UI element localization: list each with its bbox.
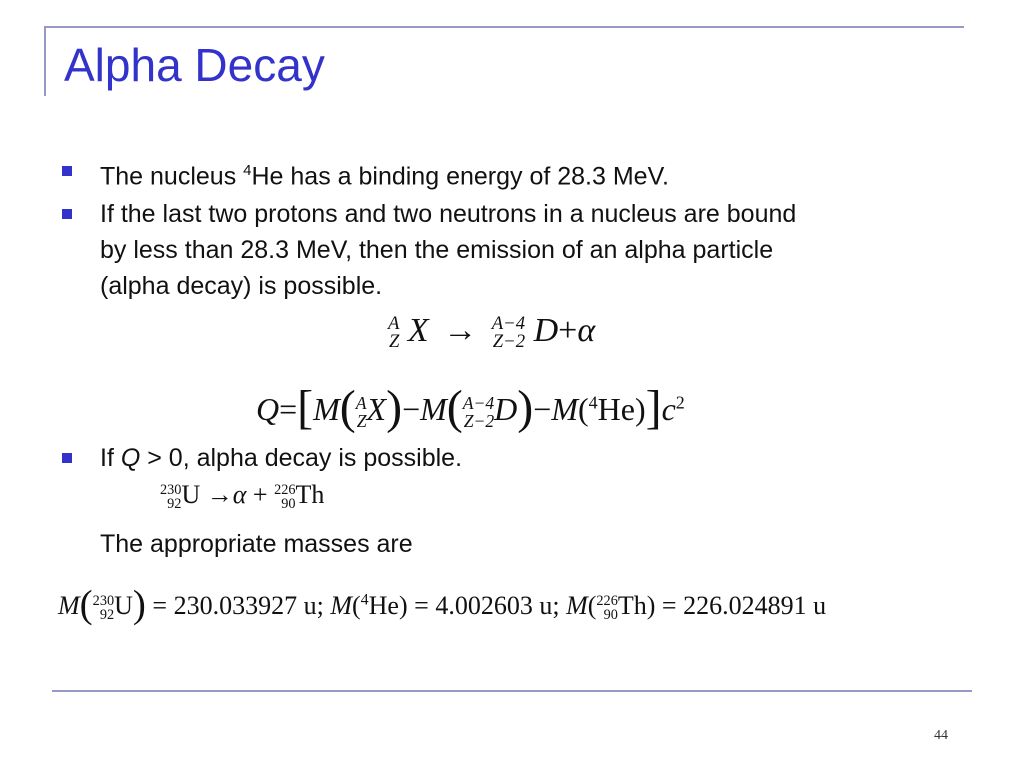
mass-th-element: Th — [617, 591, 647, 620]
bullet-1-suffix: He has a binding energy of 28.3 MeV. — [251, 162, 669, 191]
mass-th-paren-close: ) — [646, 591, 656, 620]
mass-u-equals: = — [152, 591, 168, 620]
bullet-2-text — [100, 196, 796, 304]
mass-symbol-1: M — [313, 391, 340, 427]
mass-he-paren-close: ) — [398, 591, 408, 620]
x-symbol: X — [366, 391, 387, 427]
bullet-2-line-3: (alpha decay) is possible. — [100, 272, 383, 300]
u-atomic-number: 92 — [167, 496, 182, 513]
uranium-decay-equation — [160, 480, 324, 511]
bullet-3-suffix: > 0, alpha decay is possible. — [140, 444, 463, 472]
mass-u-mass-number: 230 — [92, 592, 115, 609]
mass-th-paren-open: ( — [587, 591, 597, 620]
mass-he-equals: = — [414, 591, 429, 620]
x-mass-number: A — [355, 393, 367, 414]
mass-th-mass-number: 226 — [596, 592, 618, 609]
q-symbol: Q — [256, 391, 280, 427]
slide-title: Alpha Decay — [64, 39, 325, 91]
page-number: 44 — [934, 728, 948, 743]
daughter-nucleus-symbol: D — [533, 312, 559, 349]
mass-th-symbol: M — [566, 591, 588, 620]
parent-mass-number: A — [388, 312, 400, 334]
d-mass-number: A−4 — [462, 393, 495, 414]
u-mass-number: 230 — [160, 481, 182, 498]
masses-intro: The appropriate masses are — [100, 530, 413, 558]
th-mass-number: 226 — [274, 481, 296, 498]
paren-close-1: ) — [386, 381, 403, 434]
mass-u-paren-close: ) — [132, 583, 146, 626]
he-mass-number: 4 — [588, 392, 598, 413]
paren-open-2: ( — [446, 381, 463, 434]
bullet-2-line-2: by less than 28.3 MeV, then the emission of an alpha particle — [100, 236, 774, 264]
paren-open-1: ( — [339, 381, 356, 434]
mass-u-value: 230.033927 u; — [173, 591, 324, 620]
bullet-marker-2 — [62, 209, 72, 219]
frame-left-line — [44, 26, 46, 96]
paren-close-3: ) — [634, 391, 646, 427]
mass-symbol-2: M — [420, 391, 447, 427]
mass-symbol-3: M — [551, 391, 578, 427]
daughter-atomic-number: Z−2 — [492, 331, 526, 353]
bullet-marker-3 — [62, 453, 72, 463]
left-bracket: [ — [297, 381, 314, 434]
bullet-1-text — [100, 153, 669, 194]
daughter-mass-number: A−4 — [491, 312, 526, 334]
mass-u-paren-open: ( — [79, 583, 93, 626]
bullet-3-text — [100, 440, 462, 476]
mass-th-equals: = — [661, 591, 677, 620]
th-symbol: Th — [295, 480, 325, 509]
mass-he-paren-open: ( — [351, 591, 361, 620]
mass-he-mass-number: 4 — [360, 591, 369, 609]
alpha-symbol: α — [577, 312, 596, 349]
d-symbol: D — [494, 391, 518, 427]
bullet-3-prefix: If — [100, 444, 121, 472]
mass-u-element: U — [114, 591, 133, 620]
th-atomic-number: 90 — [281, 496, 296, 513]
mass-u-atomic-number: 92 — [99, 607, 115, 624]
mass-th-value: 226.024891 u — [683, 591, 827, 620]
equals-sign: = — [279, 391, 298, 427]
example-plus: + — [252, 480, 268, 509]
footer-divider — [52, 690, 972, 692]
mass-th-atomic-number: 90 — [603, 607, 618, 624]
frame-top-line — [44, 26, 964, 28]
mass-he-symbol: M — [330, 591, 352, 620]
bullet-2-line-1: If the last two protons and two neutrons in a nucleus are bound — [100, 200, 797, 228]
mass-he-value: 4.002603 u; — [435, 591, 560, 620]
c-exponent: 2 — [675, 392, 685, 413]
example-alpha: α — [232, 480, 247, 509]
alpha-decay-equation — [388, 312, 595, 352]
mass-he-element: He — [368, 591, 399, 620]
he-symbol: He — [597, 391, 635, 427]
bullet-1-mass-number: 4 — [243, 162, 252, 179]
minus-sign-1: − — [402, 391, 421, 427]
mass-u-symbol: M — [58, 591, 80, 620]
plus-sign: + — [558, 312, 578, 349]
example-arrow: → — [206, 480, 233, 509]
parent-nucleus-symbol: X — [407, 312, 429, 349]
x-atomic-number: Z — [356, 410, 367, 431]
paren-close-2: ) — [517, 381, 534, 434]
bullet-3-q: Q — [120, 444, 141, 472]
parent-atomic-number: Z — [389, 331, 400, 353]
bullet-marker-1 — [62, 166, 72, 176]
right-bracket: ] — [645, 381, 662, 434]
paren-open-3: ( — [577, 391, 589, 427]
u-symbol: U — [181, 480, 201, 509]
c-symbol: c — [661, 391, 676, 427]
masses-equation — [58, 582, 826, 627]
bullet-1-prefix: The nucleus — [100, 162, 244, 191]
reaction-arrow: → — [443, 312, 478, 349]
d-atomic-number: Z−2 — [463, 410, 495, 431]
q-value-equation — [256, 380, 685, 435]
minus-sign-2: − — [533, 391, 552, 427]
